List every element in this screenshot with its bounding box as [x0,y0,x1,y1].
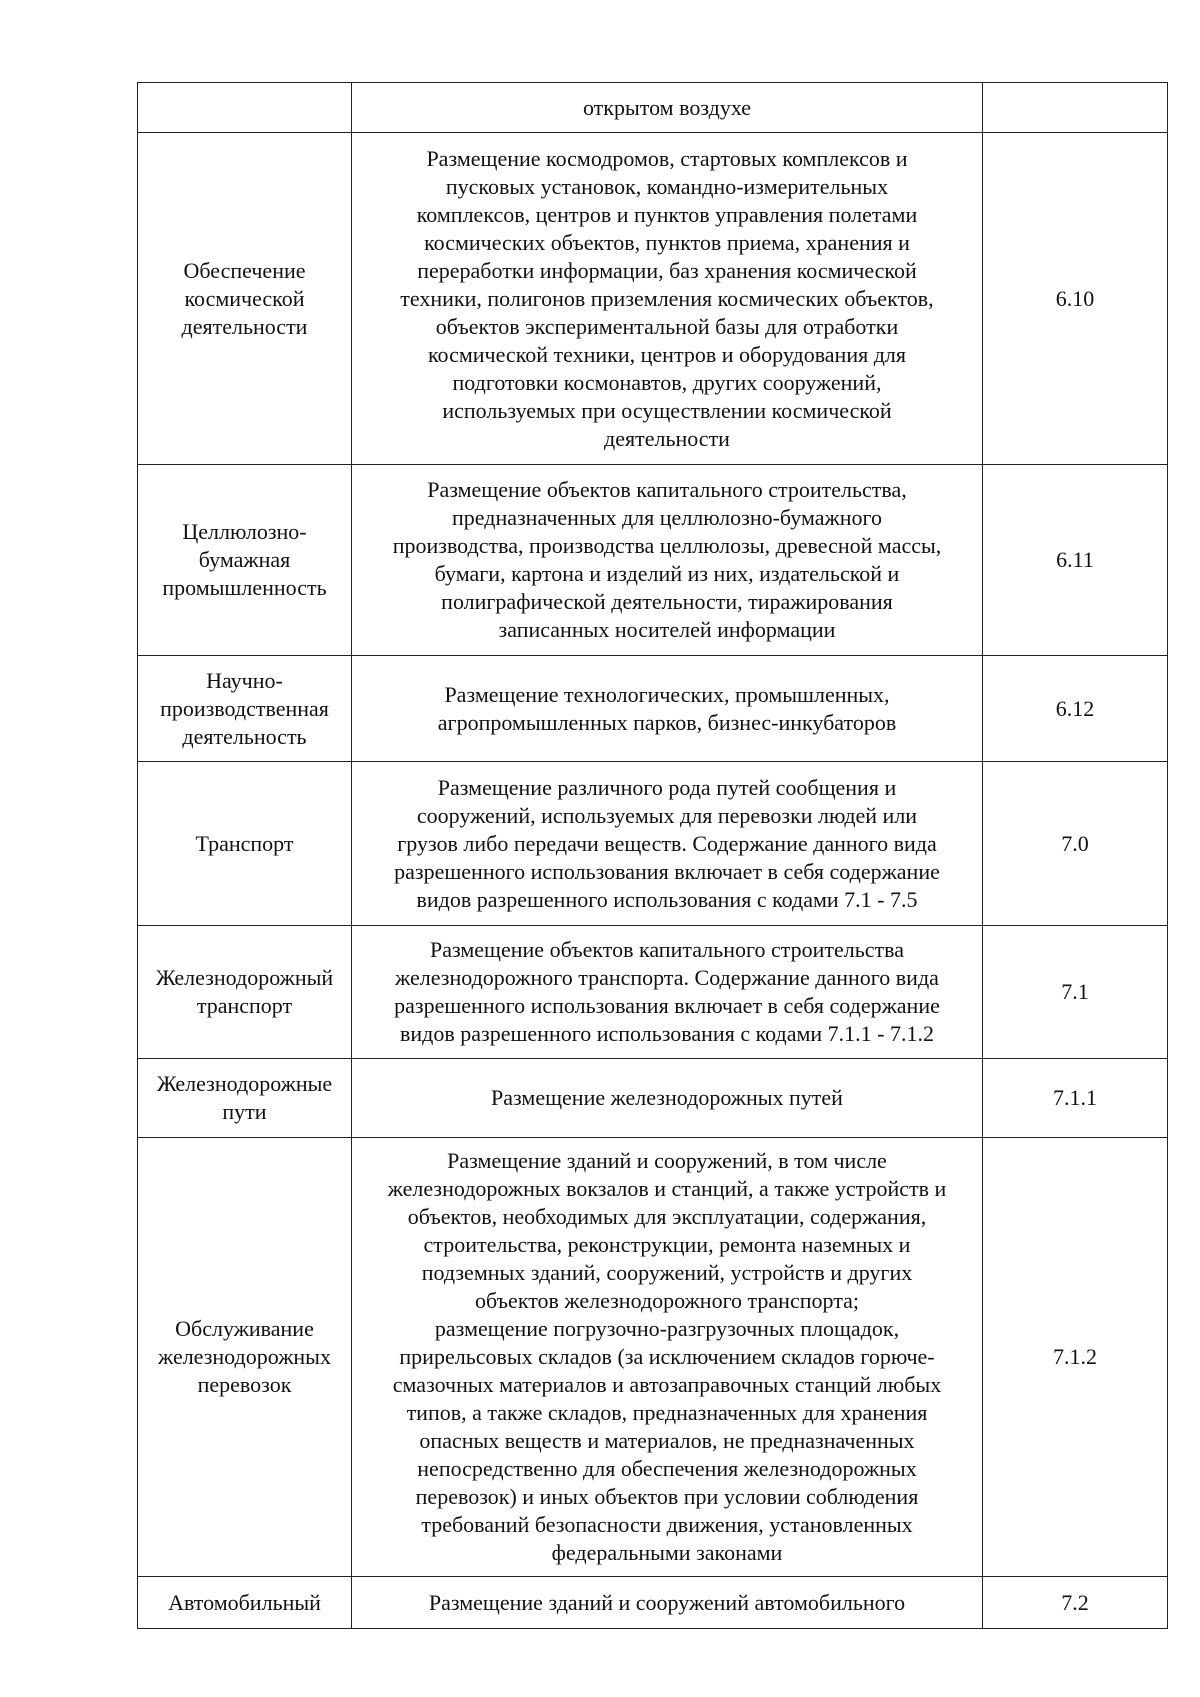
table-row [138,133,1168,465]
land-use-code-cell: 7.1.1 [983,1059,1168,1138]
land-use-description-cell: Размещение технологических, промышленных, агропромышленных парков, бизнес-инкубаторов [352,656,983,762]
land-use-description-cell: Размещение зданий и сооружений автомобильного [352,1577,983,1629]
land-use-description-cell: Размещение объектов капитального строительства, предназначенных для целлюлозно-бумажного производства, производства целлюлозы, древесной массы, бумаги, картона и изделий из них, издательской и полиграфической деятельности, тиражирования записанных носителей информации [352,465,983,656]
land-use-name-cell: Обслуживание железнодорожных перевозок [138,1138,352,1577]
land-use-description-cell: Размещение зданий и сооружений, в том числе железнодорожных вокзалов и станций, а также устройств и объектов, необходимых для эксплуатации, содержания, строительства, реконструкции, ремонта наземных и подземных зданий, сооружений, устройств и других объектов железнодорожного транспорта; размещение погрузочно-разгрузочных площадок, прирельсовых складов (за исключением складов горюче- смазочных материалов и автозаправочных станций любых типов, а также складов, предназначенных для хранения опасных веществ и материалов, не предназначенных непосредственно для обеспечения железнодорожных перевозок) и иных объектов при условии соблюдения требований безопасности движения, установленных федеральными законами [352,1138,983,1577]
land-use-code-cell: 6.11 [983,465,1168,656]
land-use-code-cell: 7.0 [983,762,1168,926]
land-use-name-cell: Обеспечение космической деятельности [138,133,352,465]
table-row [138,465,1168,656]
land-use-code-cell: 6.10 [983,133,1168,465]
land-use-name-cell: Железнодорожный транспорт [138,926,352,1059]
land-use-description-cell: Размещение объектов капитального строительства железнодорожного транспорта. Содержание данного вида разрешенного использования включает в себя содержание видов разрешенного использования с кодами 7.1.1 - 7.1.2 [352,926,983,1059]
table-row [138,1577,1168,1629]
land-use-name-cell: Транспорт [138,762,352,926]
land-use-code-cell [983,83,1168,133]
land-use-code-cell: 7.1 [983,926,1168,1059]
land-use-code-cell: 7.2 [983,1577,1168,1629]
table-row [138,926,1168,1059]
land-use-description-cell: открытом воздухе [352,83,983,133]
table-row [138,1059,1168,1138]
land-use-name-cell [138,83,352,133]
land-use-description-cell: Размещение железнодорожных путей [352,1059,983,1138]
land-use-name-cell: Железнодорожные пути [138,1059,352,1138]
land-use-description-cell: Размещение различного рода путей сообщения и сооружений, используемых для перевозки людей или грузов либо передачи веществ. Содержание данного вида разрешенного использования включает в себя содержание видов разрешенного использования с кодами 7.1 - 7.5 [352,762,983,926]
land-use-name-cell: Научно- производственная деятельность [138,656,352,762]
land-use-code-cell: 7.1.2 [983,1138,1168,1577]
land-use-name-cell: Целлюлозно- бумажная промышленность [138,465,352,656]
table-row [138,83,1168,133]
land-use-code-cell: 6.12 [983,656,1168,762]
land-use-description-cell: Размещение космодромов, стартовых комплексов и пусковых установок, командно-измерительных комплексов, центров и пунктов управления полетами космических объектов, пунктов приема, хранения и переработки информации, баз хранения космической техники, полигонов приземления космических объектов, объектов экспериментальной базы для отработки космической техники, центров и оборудования для подготовки космонавтов, других сооружений, используемых при осуществлении космической деятельности [352,133,983,465]
table-row [138,1138,1168,1577]
land-use-name-cell: Автомобильный [138,1577,352,1629]
table-row [138,656,1168,762]
land-use-table [137,82,1168,1629]
table-row [138,762,1168,926]
